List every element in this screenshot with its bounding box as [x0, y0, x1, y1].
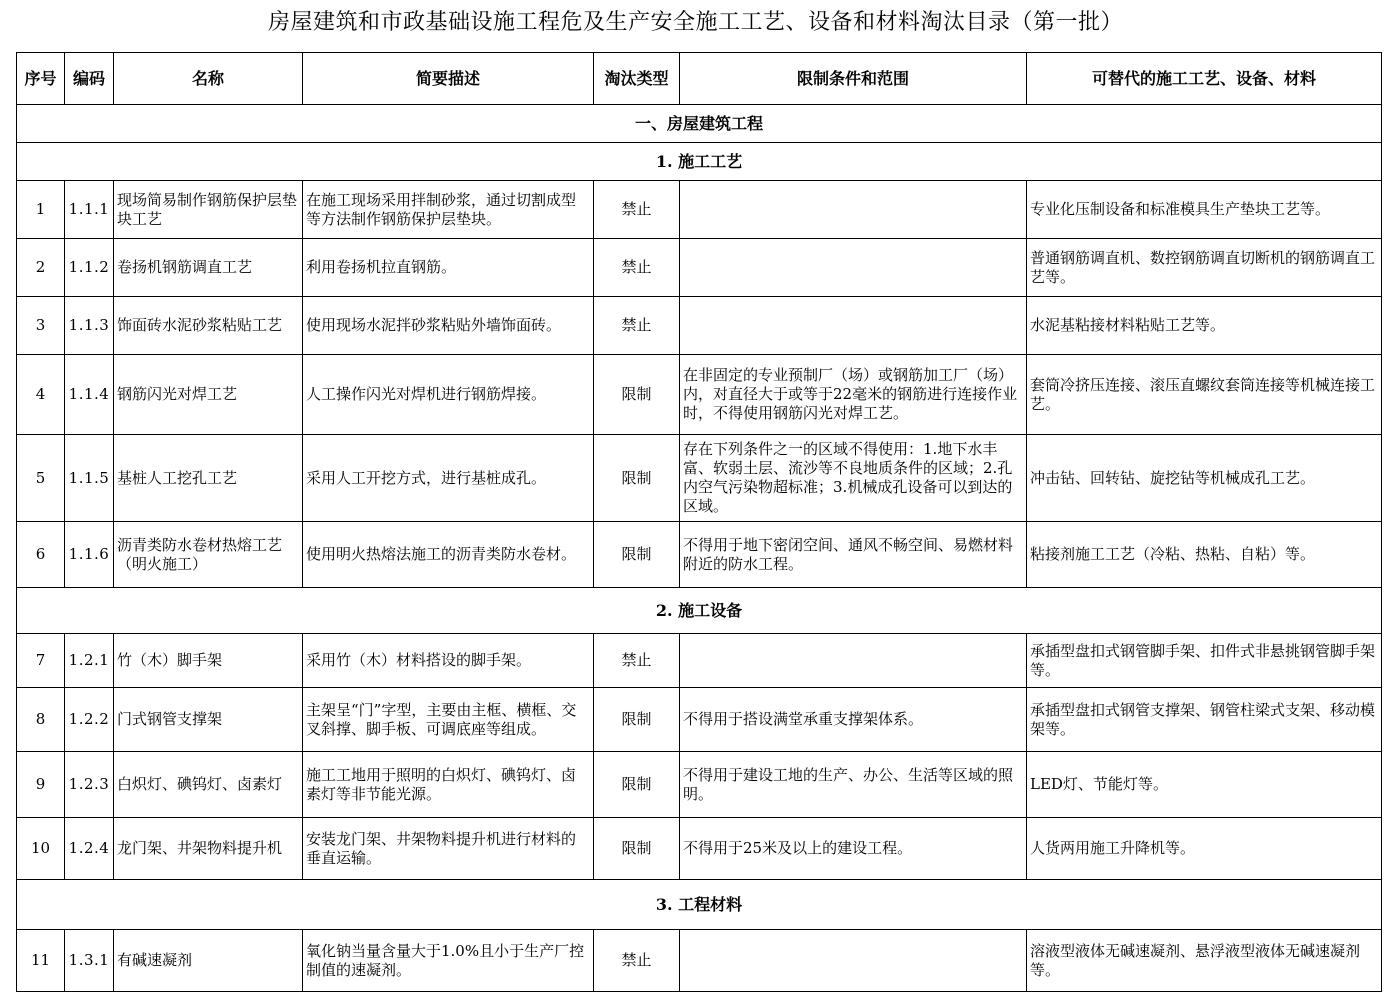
- cell-type: 限制: [594, 435, 680, 522]
- cell-desc: 在施工现场采用拌制砂浆，通过切割成型等方法制作钢筋保护层垫块。: [303, 181, 594, 239]
- part-row: [17, 105, 1382, 143]
- cell-alt: 承插型盘扣式钢管脚手架、扣件式非悬挑钢管脚手架等。: [1027, 634, 1382, 688]
- cell-name: 钢筋闪光对焊工艺: [114, 355, 303, 435]
- cell-type: 禁止: [594, 181, 680, 239]
- table-row: [17, 435, 1382, 522]
- cell-code: 1.2.1: [65, 634, 114, 688]
- cell-code: 1.1.2: [65, 239, 114, 297]
- cell-limit: 不得用于25米及以上的建设工程。: [680, 818, 1027, 880]
- cell-desc: 采用竹（木）材料搭设的脚手架。: [303, 634, 594, 688]
- cell-seq: 3: [17, 297, 65, 355]
- cell-name: 龙门架、井架物料提升机: [114, 818, 303, 880]
- cell-limit: 不得用于地下密闭空间、通风不畅空间、易燃材料附近的防水工程。: [680, 522, 1027, 588]
- cell-seq: 2: [17, 239, 65, 297]
- cell-type: 限制: [594, 522, 680, 588]
- cell-desc: 采用人工开挖方式，进行基桩成孔。: [303, 435, 594, 522]
- cell-limit: [680, 930, 1027, 992]
- cell-code: 1.3.1: [65, 930, 114, 992]
- table-row: [17, 752, 1382, 818]
- header-desc: 简要描述: [303, 53, 594, 105]
- cell-seq: 5: [17, 435, 65, 522]
- header-type: 淘汰类型: [594, 53, 680, 105]
- cell-desc: 利用卷扬机拉直钢筋。: [303, 239, 594, 297]
- cell-seq: 1: [17, 181, 65, 239]
- cell-seq: 4: [17, 355, 65, 435]
- section-title: 1. 施工工艺: [17, 143, 1382, 181]
- cell-alt: 人货两用施工升降机等。: [1027, 818, 1382, 880]
- table-row: [17, 818, 1382, 880]
- cell-limit: [680, 297, 1027, 355]
- header-alt: 可替代的施工工艺、设备、材料: [1027, 53, 1382, 105]
- cell-desc: 人工操作闪光对焊机进行钢筋焊接。: [303, 355, 594, 435]
- cell-name: 沥青类防水卷材热熔工艺（明火施工）: [114, 522, 303, 588]
- cell-name: 竹（木）脚手架: [114, 634, 303, 688]
- section-row: [17, 588, 1382, 634]
- cell-code: 1.1.1: [65, 181, 114, 239]
- header-limit: 限制条件和范围: [680, 53, 1027, 105]
- section-row: [17, 880, 1382, 930]
- cell-desc: 使用现场水泥拌砂浆粘贴外墙饰面砖。: [303, 297, 594, 355]
- cell-type: 禁止: [594, 930, 680, 992]
- section-title: 2. 施工设备: [17, 588, 1382, 634]
- table-row: [17, 239, 1382, 297]
- cell-desc: 施工工地用于照明的白炽灯、碘钨灯、卤素灯等非节能光源。: [303, 752, 594, 818]
- header-code: 编码: [65, 53, 114, 105]
- cell-desc: 主架呈“门”字型，主要由主框、横框、交叉斜撑、脚手板、可调底座等组成。: [303, 688, 594, 752]
- part-title: 一、房屋建筑工程: [17, 105, 1382, 143]
- header-name: 名称: [114, 53, 303, 105]
- cell-name: 有碱速凝剂: [114, 930, 303, 992]
- section-row: [17, 143, 1382, 181]
- elimination-catalog-table: [16, 52, 1382, 992]
- section-title: 3. 工程材料: [17, 880, 1382, 930]
- cell-alt: 承插型盘扣式钢管支撑架、钢管柱梁式支架、移动模架等。: [1027, 688, 1382, 752]
- cell-limit: 不得用于搭设满堂承重支撑架体系。: [680, 688, 1027, 752]
- cell-code: 1.1.5: [65, 435, 114, 522]
- cell-type: 限制: [594, 355, 680, 435]
- cell-seq: 7: [17, 634, 65, 688]
- cell-name: 饰面砖水泥砂浆粘贴工艺: [114, 297, 303, 355]
- cell-alt: 粘接剂施工工艺（冷粘、热粘、自粘）等。: [1027, 522, 1382, 588]
- header-row: [17, 53, 1382, 105]
- cell-limit: 存在下列条件之一的区域不得使用：1.地下水丰富、软弱土层、流沙等不良地质条件的区域；2.孔内空气污染物超标准；3.机械成孔设备可以到达的区域。: [680, 435, 1027, 522]
- cell-type: 禁止: [594, 239, 680, 297]
- document-title: 房屋建筑和市政基础设施工程危及生产安全施工工艺、设备和材料淘汰目录（第一批）: [267, 10, 1123, 35]
- cell-limit: [680, 239, 1027, 297]
- cell-seq: 6: [17, 522, 65, 588]
- cell-seq: 11: [17, 930, 65, 992]
- cell-type: 限制: [594, 688, 680, 752]
- cell-code: 1.1.4: [65, 355, 114, 435]
- cell-name: 门式钢管支撑架: [114, 688, 303, 752]
- cell-desc: 氧化钠当量含量大于1.0%且小于生产厂控制值的速凝剂。: [303, 930, 594, 992]
- cell-alt: 冲击钻、回转钻、旋挖钻等机械成孔工艺。: [1027, 435, 1382, 522]
- cell-code: 1.1.3: [65, 297, 114, 355]
- table-row: [17, 522, 1382, 588]
- cell-code: 1.2.3: [65, 752, 114, 818]
- cell-desc: 使用明火热熔法施工的沥青类防水卷材。: [303, 522, 594, 588]
- table-row: [17, 355, 1382, 435]
- cell-type: 禁止: [594, 297, 680, 355]
- cell-desc: 安装龙门架、井架物料提升机进行材料的垂直运输。: [303, 818, 594, 880]
- cell-limit: 不得用于建设工地的生产、办公、生活等区域的照明。: [680, 752, 1027, 818]
- header-seq: 序号: [17, 53, 65, 105]
- cell-alt: 溶液型液体无碱速凝剂、悬浮液型液体无碱速凝剂等。: [1027, 930, 1382, 992]
- cell-type: 禁止: [594, 634, 680, 688]
- cell-limit: [680, 181, 1027, 239]
- cell-alt: 套筒冷挤压连接、滚压直螺纹套筒连接等机械连接工艺。: [1027, 355, 1382, 435]
- cell-seq: 9: [17, 752, 65, 818]
- cell-alt: 普通钢筋调直机、数控钢筋调直切断机的钢筋调直工艺等。: [1027, 239, 1382, 297]
- cell-code: 1.2.4: [65, 818, 114, 880]
- cell-seq: 8: [17, 688, 65, 752]
- table-row: [17, 688, 1382, 752]
- cell-name: 基桩人工挖孔工艺: [114, 435, 303, 522]
- table-row: [17, 181, 1382, 239]
- cell-name: 现场简易制作钢筋保护层垫块工艺: [114, 181, 303, 239]
- cell-code: 1.2.2: [65, 688, 114, 752]
- cell-type: 限制: [594, 752, 680, 818]
- cell-limit: 在非固定的专业预制厂（场）或钢筋加工厂（场）内，对直径大于或等于22毫米的钢筋进行连接作业时，不得使用钢筋闪光对焊工艺。: [680, 355, 1027, 435]
- cell-alt: 水泥基粘接材料粘贴工艺等。: [1027, 297, 1382, 355]
- cell-name: 白炽灯、碘钨灯、卤素灯: [114, 752, 303, 818]
- cell-alt: 专业化压制设备和标准模具生产垫块工艺等。: [1027, 181, 1382, 239]
- cell-limit: [680, 634, 1027, 688]
- cell-seq: 10: [17, 818, 65, 880]
- cell-type: 限制: [594, 818, 680, 880]
- table-row: [17, 930, 1382, 992]
- cell-alt: LED灯、节能灯等。: [1027, 752, 1382, 818]
- cell-name: 卷扬机钢筋调直工艺: [114, 239, 303, 297]
- cell-code: 1.1.6: [65, 522, 114, 588]
- table-row: [17, 297, 1382, 355]
- table-row: [17, 634, 1382, 688]
